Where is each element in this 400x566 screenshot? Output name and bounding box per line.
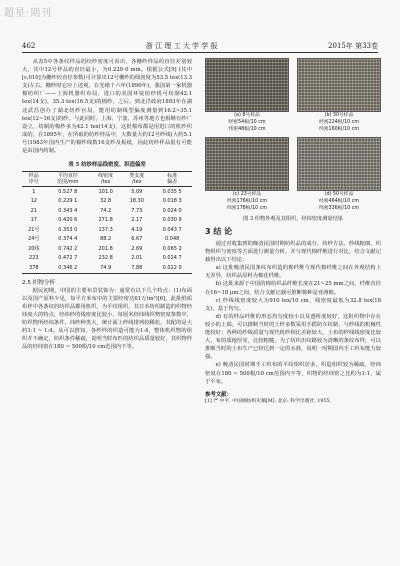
table-cell: 2.69 [131,245,143,252]
conclusion-item: e) 晚清民国时期手工织布的平纹组织居多，织造组织较为稀疏，经纬密度在180 ~ 500根/10 cm范围内不等，织物的经纬密之比约为1:1，属于平布。 [205,362,381,385]
table-cell: 21 [30,207,37,214]
table-cell: 88.2 [100,236,112,243]
table-cell: 101.0 [98,188,113,195]
reference-item: [1] 严 中平. 中国棉纺织史稿[M]. 北京: 科学出版社, 1955. [205,398,332,404]
figure-label: (d) 50号样品 [324,192,354,197]
table-cell: 271.8 [98,217,113,224]
table-cell: 4.19 [131,226,143,233]
table-header-row [22,172,192,187]
table-cell: 201.8 [98,245,113,252]
table-cell: 17 [30,217,37,224]
table-cell: 0.022 0 [152,263,192,273]
table-cell: 7.88 [121,263,152,273]
table-cell: 6.67 [131,236,143,243]
column-header: 类支度 /tex [121,172,152,187]
table-cell: 1 [32,188,36,195]
fabric-texture-image [205,58,289,112]
figure-density-line: 经密464根/10 cm [318,199,360,204]
figure-density-line: 经密54根/10 cm [228,120,266,125]
journal-title: 浙 江 理 工 大 学 学 报 [145,42,218,50]
table-cell: 0.742 2 [58,245,78,252]
table-cell: 378 [22,263,46,273]
conclusion-item: b) 这批来源于中国的棉纺织品纤维长度在21~25 mm之间，纤维直径在16~18 μm之间，结合文献记载可推断棉种是亚洲棉。 [205,281,381,296]
table-cell: 12 [30,198,37,205]
figure-caption: 图 3 织物外观及其组织，经纬密度测量结果 [243,216,343,222]
table-cell: 0.353 0 [58,226,78,233]
table-cell: 0.527 8 [58,188,78,195]
fabric-figure [205,137,289,212]
figure-density-line: 经密176根/10 cm [226,199,268,204]
table-cell: 0.024 0 [162,207,182,214]
fabric-figure [297,137,381,212]
page-header [22,40,378,53]
yarn-density-table [22,171,192,274]
conclusion-item: d) 有的样品纤维的形态均匀度较小以及透析度较好，这批织物中存在较小的上端，可以推断当时的土纱多数采用手摇纺车纺制，与纱线的机械性能较好；各种的纱线质量与现代机纱相比差距较大，土布的纱线线密度比较大，布的质地厚实，比较粗糙，为了纺织出纹路较为清晰的条纹布样，可以推断当时的土布生产已经达到一定的水准，说明一时期国内手工织布能力较强。 [205,313,381,361]
conclusion-item: a) 这批晚清民国条纹布织造的棉纤维与现代棉纤维之间在外观结构上无差异，纺织品原料为棉花纤维。 [205,265,381,280]
table-cell: 74.2 [100,207,112,214]
table-cell: 137.3 [98,226,113,233]
fabric-texture-image [297,58,381,112]
table-cell: 0.229 1 [58,198,78,205]
table-cell: 21号 [28,226,40,233]
watermark: 超星·期刊 [4,8,53,19]
table-cell: 0.346 2 [46,263,90,273]
column-header: 样品 序号 [22,172,46,187]
column-header: 平均直径 范围/mm [46,172,90,187]
table-row [22,244,192,254]
figure-density-line: 纬密178根/10 cm [226,206,268,211]
table-cell: 2.01 [131,255,143,262]
table-cell: 0.030 9 [162,217,182,224]
table-row [22,216,192,226]
table-cell: 0.024 7 [162,255,182,262]
table-cell: 18.30 [129,198,144,205]
body-paragraph: 据民初期，中国的主要布景装饰为：通常有以下几个特点：(1)布面以及国产原料少见，每平方米布中的主要经密达61万(m²)[6]，此批绢质布样中各条纹的纺织品都用机织，为平纹组织，其日本纺织制造的织物经纬度大的特点，经纬纱的线密度比较小，每厘米经纬线织物密度参数中，纺织物所经纬条件，纬纱种类大，统计面上纱线排列较稀松，其配的是大约1:1 ~ 1:4。从可以推知，各纱样的织造可能为1:4，整体机织物的组织并不确定，纺织条件稀疏，说明当时布匹的纺织品质量较好，其织物样品的经纬密在180 ~ 500根/10 cm范围内不等。 [22,287,192,351]
table-cell: 0.343 4 [58,207,78,214]
body-paragraph: 通过对收集到的晚清民国时期纺织品的成分、纺纱方法、纱线粗细、织物组织与密度等方面进行测量分析，并与现代棉纤维进行对比，结合文献记载得出以下结论： [205,241,381,264]
figure-label: (b) 30号样品 [324,113,354,118]
table-cell: 7.73 [131,207,143,214]
table-cell: 0.048 [165,236,180,243]
table-cell: 2.17 [131,217,143,224]
figure-density-line: 纬密160根/10 cm [318,127,360,132]
figure-density-line: 纬密336根/10 cm [318,206,360,211]
section-title: 3 结 论 [205,227,233,236]
table-body [22,187,192,274]
fabric-figure [297,58,381,133]
table-row [22,187,192,197]
table-cell: 74.9 [90,263,121,273]
table-row [22,197,192,207]
figure-label: (a) 8号样品 [234,113,260,118]
table-cell: 223 [29,255,39,262]
table-row [22,235,192,245]
fabric-texture-image [205,137,289,191]
volume-info: 2015年 第33卷 [328,42,378,50]
page-number: 462 [22,42,36,50]
figure-label: (c) 23号样品 [232,192,262,197]
table-cell: 0.018 3 [162,198,182,205]
figure-density-line: 纬密48根/10 cm [228,127,266,132]
table-cell: 24号 [28,236,40,243]
right-column [205,58,381,405]
table-row [22,254,192,264]
table-row [22,225,192,235]
column-header: 标准 偏差 [152,172,192,187]
table-row [22,263,192,273]
table-cell: 0.065 2 [162,245,182,252]
left-column [22,58,192,351]
figure-grid [205,58,381,212]
fabric-texture-image [297,137,381,191]
table-cell: 232.8 [98,255,113,262]
table-cell: 0.420 6 [58,217,78,224]
references-title: 参考文献： [205,391,232,398]
fabric-figure [205,58,289,133]
table-cell: 20线 [28,245,40,252]
conclusion-item: c) 纱线线密度较大为910 tex/10 cm，线密度最低为32.8 tex(18支)，基于均匀。 [205,297,381,312]
table-row [22,206,192,216]
table-cell: 32.8 [100,198,112,205]
figure-density-line: 经密224根/10 cm [318,120,360,125]
table-cell: 5.09 [131,188,143,195]
body-paragraph: 从表5中各条纹样品的绞纱密度可看出，各栅纱样品的直径差别较大，其中12号样品的直径最小，为0.229 0 mm。根据公式[9] (其中[ε,010]为栅纱绞直径参数)可计算出12号栅纱的线密度为53.5 tex(13.3支)左右。栅纱时它应上述观，在光绪十六年(1890年)，我国第一家机器棉纺织厂——上海机器织布局，进口的美国环锭纺纱机可纺制42.1 tex(14支)，35.3 tex(16.5支)的棉纱，之后，到北洋政府1893年在湖北武昌创办了湖北纺纱官局，能用纺制线型偏度测量到16.2~35.1 tex(12~16支)的纱。与此同时，上海、宁波、苏州等地方也相继有纱厂设立，纺制的棉纱多为42.1 tex(14支)，这批棉布都是用进口的机纱织成的，在1895年，在所取的纺纱样品中，大数量大约12号纱线(大约5.1号)1983年国内生产的棉纱线数16支纱及板纸，因此纺纱样品很有可能是由国内纺制。 [22,59,192,155]
column-header: 线密度 /tex [90,172,121,187]
table-cell: 0.374 4 [58,236,78,243]
table-cell: 0.043 7 [162,226,182,233]
table-caption: 表 5 纺纱样品线密度、织造偏差 [68,162,146,169]
table-cell: 0.035 5 [162,188,182,195]
table-cell: 0.472 7 [58,255,78,262]
subsection-heading: 2.5 织物分析 [22,279,56,286]
